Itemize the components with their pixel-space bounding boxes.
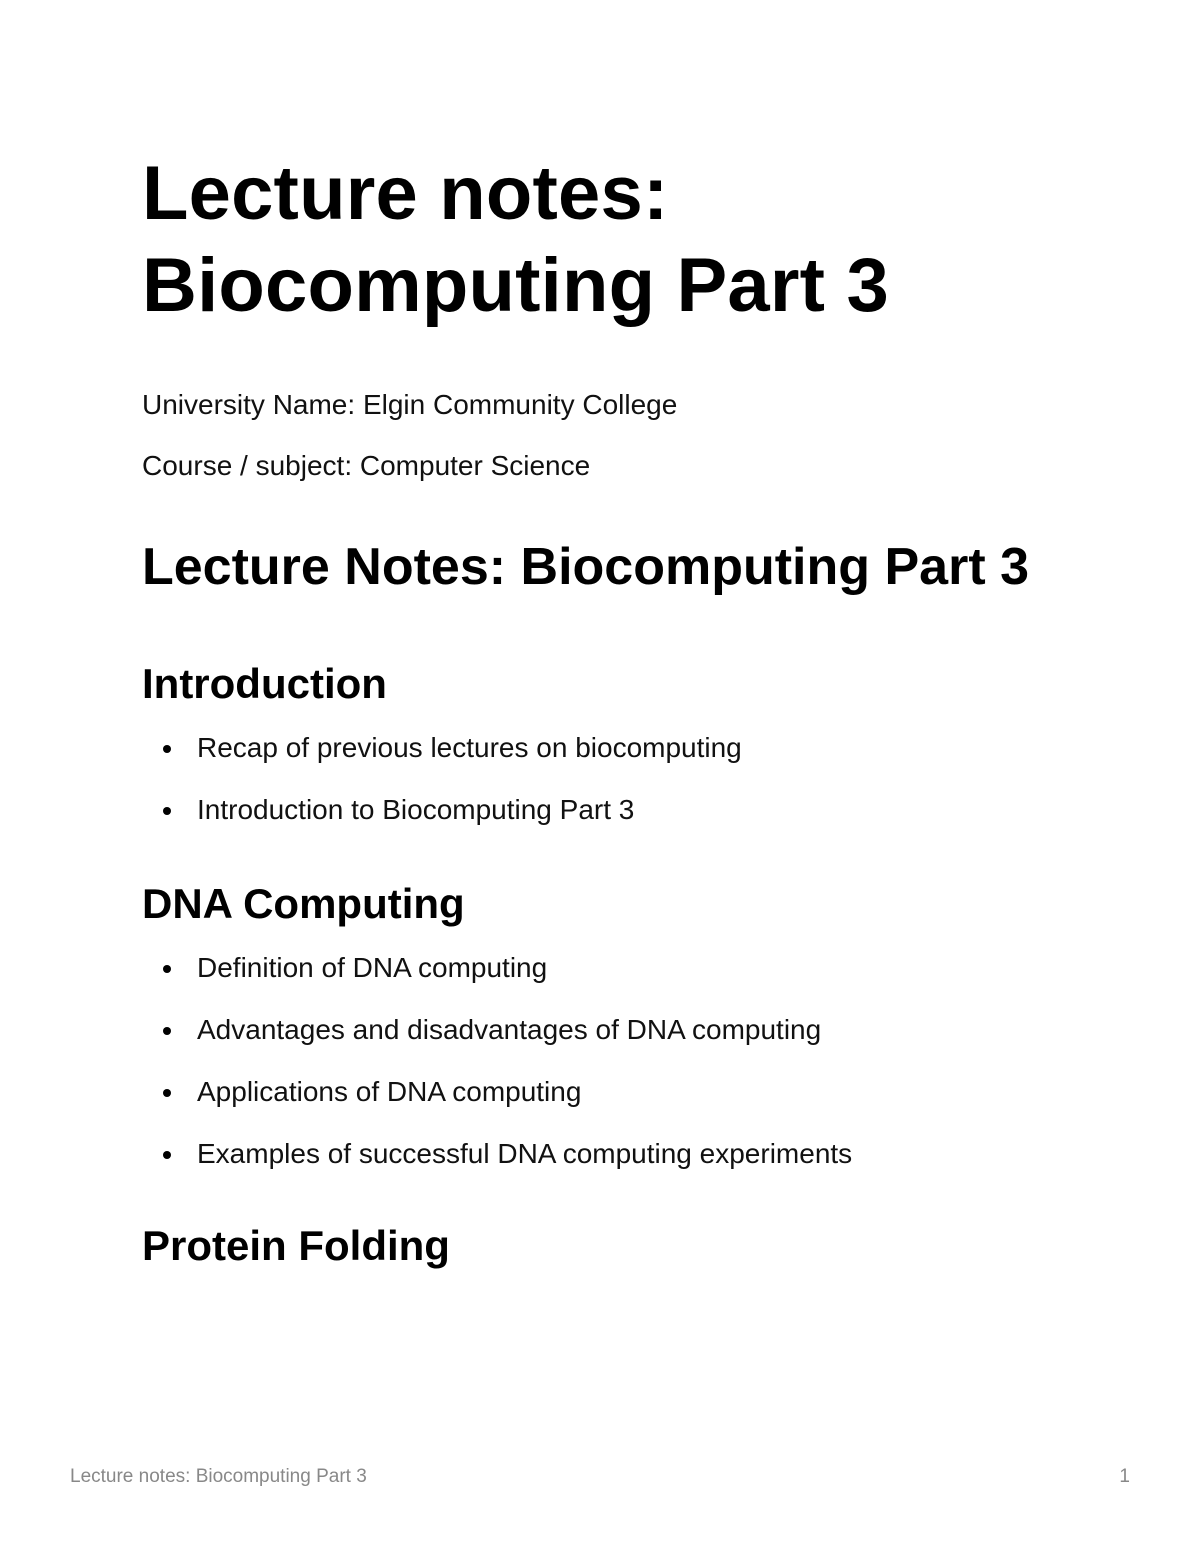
bullet-list <box>142 731 1102 827</box>
section-introduction <box>142 659 1102 827</box>
document-title-line-2: Biocomputing Part 3 <box>142 243 889 328</box>
list-item <box>142 793 1102 827</box>
bullet-icon <box>163 807 171 815</box>
list-item <box>142 1075 1102 1109</box>
section-title: DNA Computing <box>142 880 465 927</box>
lecture-heading: Lecture Notes: Biocomputing Part 3 <box>142 538 1029 596</box>
document-title-line-1: Lecture notes: <box>142 151 669 236</box>
bullet-icon <box>163 1089 171 1097</box>
course-subject: Course / subject: Computer Science <box>142 450 591 481</box>
footer-document-title: Lecture notes: Biocomputing Part 3 <box>70 1466 367 1487</box>
university-name: University Name: Elgin Community College <box>142 389 678 420</box>
bullet-icon <box>163 745 171 753</box>
list-item <box>142 1137 1102 1171</box>
section-title: Introduction <box>142 660 387 707</box>
document-title <box>142 148 1102 332</box>
bullet-icon <box>163 1027 171 1035</box>
section-title: Protein Folding <box>142 1222 450 1269</box>
list-item-text: Examples of successful DNA computing experiments <box>197 1138 853 1169</box>
section-dna-computing <box>142 879 1102 1171</box>
list-item-text: Recap of previous lectures on biocomputing <box>197 732 742 763</box>
list-item <box>142 951 1102 985</box>
list-item <box>142 1013 1102 1047</box>
document-content <box>142 148 1102 1271</box>
list-item-text: Advantages and disadvantages of DNA computing <box>197 1014 822 1045</box>
list-item-text: Applications of DNA computing <box>197 1076 582 1107</box>
list-item <box>142 731 1102 765</box>
list-item-text: Introduction to Biocomputing Part 3 <box>197 794 635 825</box>
list-item-text: Definition of DNA computing <box>197 952 548 983</box>
bullet-icon <box>163 965 171 973</box>
section-protein-folding <box>142 1221 1102 1271</box>
footer-page-number: 1 <box>1119 1466 1130 1487</box>
bullet-list <box>142 951 1102 1171</box>
bullet-icon <box>163 1151 171 1159</box>
